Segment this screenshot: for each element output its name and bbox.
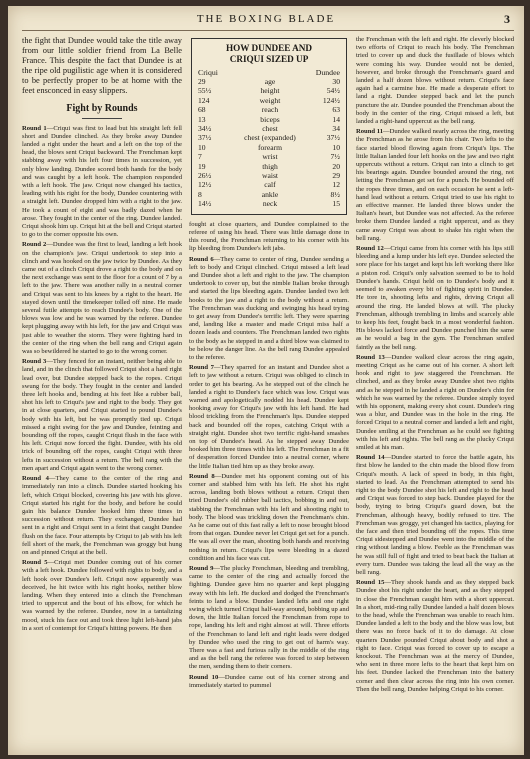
criqui-value: 124 [198,95,210,105]
intro-text: the fight that Dundee would take the title away from our little soldier friend from La Belle France. This despite the fact that Dundee is at the ripe old pugilistic age when it is considered to be perfectly proper to be at home with the feet ensconced in easy slippers. [22,36,182,96]
round-text: —Criqui came from his corner with his lips still bleeding and a lump under his left eye. Dundee selected the sore place for his target and kept his left working there like a piston rod. Criqui's only salvation seemed to be to hold Dundee's hands. Criqui held on to Dundee's body and it seemed to awaken every bit of fighting spirit in Dundee. He tore in, shooting lefts and rights, driving Criqui all around the ring. He landed blows at will. The plucky Frenchman, although trembling in limbs and scarcely able to keep his feet, fought back in a most wonderful fashion. His blows lacked force and Dundee punched him the same as he would a bag in the gym. The Frenchman smiled faintly as the bell rang. [356,245,514,351]
dundee-value: 20 [332,161,340,171]
table-row [198,77,340,86]
dundee-value: 63 [332,105,340,115]
round-paragraph [189,565,349,672]
round-paragraph [189,473,349,563]
table-row [198,152,340,161]
dundee-value: 7½ [330,152,340,162]
table-rows [198,77,340,209]
round-label: Round 5 [22,559,48,567]
magazine-page [8,6,524,755]
round-text: —The plucky Frenchman, bleeding and trembling, came to the center of the ring and actually forced the fighting. Dundee gave him no quarter and kept plugging away with his left. He ducked and dodged the Frenchman's feints to land a blow. Dundee landed lefts and one right swing which turned Criqui half-way around, bobbing up and down, the little Italian forced the Frenchman from rope to rope, landing his left and right almost at will. Three efforts of the Frenchman to land left and right leads were dodged by Dundee who used the ring to get out of harm's way. There was a fast and furious rally in the middle of the ring and as the bell rang the referee was forced to step between the men, sending them to their corners. [189,565,349,671]
round-text: —They sparred for an instant and Dundee shot a left to jaw without a return. Criqui was obliged to clinch in order to get his bearing. As he stepped out of the clinch he landed a right to Dundee's face which was low. Criqui was warned and apologetically nodded his head. Dundee kept hooking away for Criqui's jaw with his left hand. He had blood trickling from the Frenchman's lips. Dundee stepped back and bounded off the ropes, catching Criqui with a straight right. Dundee shot two terrific right-hand smashes on top of Dundee's head. As he stepped away Dundee hooked him three times with his left. The Frenchman in a fit of desperation forced Dundee into a neutral corner, where the little Italian tied him up as they broke away. [189,364,349,470]
table-row [198,86,340,95]
dundee-value: 54½ [326,86,340,96]
criqui-value: 7 [198,152,202,162]
table-row [198,133,340,142]
dundee-value: 12 [332,180,340,190]
round-label: Round 10 [189,673,219,681]
round-text: —Dundee started to force the battle again, his first blow he landed to the chin made the blood flow from Criqui's mouth. A lack of speed in body, in this fight, started to lead. As the Frenchman attempted to send his right to the body Dundee shot his left and right to the head and Criqui was forced to step back. Dundee played for the body, trying to bring Criqui's guard down, but the Frenchman, although heavy, bodily refused to tire. The Frenchman was groggy, yet changed his tactics, playing for the face and then tried bounding off the ropes. This time Criqui sidestepped and Dundee went into the middle of the ring without landing a blow. Feeble as the Frenchman was he was still full of fight and tried to beat back the Italian at every turn. Dundee was taking the lead all the way as the bell rang. [356,454,514,576]
dundee-value: 15 [332,199,340,209]
measure-label: thigh [262,161,278,171]
measure-label: weight [259,95,281,105]
round-label: Round 7 [189,364,214,372]
round-label: Round 15 [356,579,385,587]
round-paragraph [356,454,514,577]
table-row [198,199,340,208]
criqui-value: 19 [198,161,206,171]
rounds-list-1 [22,125,182,633]
dundee-value: 14 [332,114,340,124]
criqui-value: 55½ [198,86,212,96]
rounds-list-3 [356,36,514,694]
header-rule [22,30,514,31]
column-2 [189,36,349,748]
round-text: —Dundee was the first to lead, landing a left hook on the champion's jaw. Criqui undertook to step into a clinch and was hooked on the jaw twice by Dundee. As they came out of a clinch Criqui drove a right to the body and on the next exchange was sent to the floor for a count of 7 by a left to the jaw. There was another rally in a neutral corner and Criqui was sent to his knees by a right to the heart. He stayed down until the timekeeper tolled off nine. He made several futile attempts to reach Dundee's body. One of the blows was low and he was warned by the referee. Dundee kept plugging away with his left, for the jaw and Criqui was just able to weather the storm. They were fighting hard in the center of the ring when the bell rang and Criqui again was so bewildered he started to go to the wrong corner. [22,241,182,356]
round-text: —Criqui met Dundee coming out of his corner with a left hook. Dundee followed with rights to body, and a left hook over Dundee's left. Criqui now apparently was deceived, he hit twice with his right hooks, neither blow landing. When they entered into a clinch the Frenchman tried to uppercut and the bout of his elbow, for which he was warned by the referee. Dundee, now in a tantalizing mood, stuck his face out and took three light left-hand jabs in a sort of contempt for Criqui's hitting powers. He then [22,559,182,632]
criqui-value: 26½ [198,171,212,181]
page-number: 3 [504,12,510,26]
measure-label: height [260,86,280,96]
round-paragraph [189,256,349,363]
round-paragraph [189,221,349,254]
round-text: —Dundee came out of his corner strong and immediately started to pummel [189,673,349,689]
round-label: Round 14 [356,454,385,462]
measure-label: calf [264,180,276,190]
table-row [198,190,340,199]
measure-label: reach [261,105,279,115]
table-row [198,171,340,180]
round-text: —Dundee walked clear across the ring again, meeting Criqui as he came out of his corner. A short left hook and right to jaw staggered the Frenchman. He clinched, and as they broke away Dundee shot two rights and as he stepped in he landed a right on Dundee's chin for which he was warned by the referee. Dundee simply toyed with his opponent, making every shot count. Dundee's ring was a blur, and Dundee was in the hole in the ring. He forced Criqui to a neutral corner and landed a left and right, Dundee smiling at the Frenchman as he could see fighting with his left and rights. The bell rang as the plucky Criqui smiled at his man. [356,353,514,451]
dundee-value: 34 [332,124,340,134]
section-rule [82,118,122,119]
criqui-value: 37½ [198,133,212,143]
criqui-value: 34½ [198,124,212,134]
round-label: Round 3 [22,358,47,366]
round-label: Round 1 [22,124,47,132]
page-header [8,6,524,30]
criqui-value: 10 [198,142,206,152]
criqui-value: 68 [198,105,206,115]
round-label: Round 2 [22,241,47,249]
measure-label: ankle [261,189,279,199]
table-header [198,68,340,77]
dundee-value: 30 [332,77,340,86]
round-label: Round 6 [189,255,214,263]
round-text: fought at close quarters, and Dundee complained to the referee of using his head. There was little damage done in this round, the Frenchman returning to his corner with his lip bleeding from Dundee's left jabs. [189,220,349,253]
round-paragraph [356,354,514,452]
comparison-table [191,38,347,215]
table-title-line1: HOW DUNDEE AND [225,43,313,53]
measure-label: neck [262,199,278,209]
criqui-value: 13 [198,114,206,124]
column-3 [356,36,514,748]
round-paragraph [22,475,182,557]
measure-label: waist [261,171,279,181]
table-row [198,143,340,152]
round-label: Round 11 [356,128,384,136]
dundee-value: 124½ [322,95,340,105]
round-label: Round 12 [356,245,384,253]
rounds-list-2 [189,221,349,690]
measure-label: age [264,77,276,86]
header-dundee: Dundee [315,68,340,77]
table-row [198,115,340,124]
measure-label: forearm [257,142,283,152]
round-text: —Dundee met his opponent coming out of his corner and stabbed him with his left. He shot his right across, landing both blows without a return. Criqui then tried Dundee's old rubber ball tactics, bobbing in and out, stabbing the Frenchman with his left and shooting right to body. The blood was trickling down the Frenchman's chin. As he came out of this fast rally a left to nose brought blood from that organ. Dundee never let Criqui get set for a punch. He was all over the man, shooting both hands and receiving nothing in return. Criqui's lips were bleeding in a dazed condition and his face was cut. [189,472,349,562]
dundee-value: 37½ [326,133,340,143]
round-paragraph [356,36,514,126]
round-label: Round 8 [189,472,215,480]
table-row [198,96,340,105]
round-label: Round 9 [189,565,214,573]
round-text: —They shook hands and as they stepped back Dundee shot his right under the heart, and as they stepped in close the Frenchman caught him with a short uppercut. In a short, mid-ring rally Dundee landed a half dozen blows to the head, while the Frenchman was unable to reach him. Dundee landed a left to the body and the blow was low, but there was no force back of it to do damage. At close quarters Dundee pounded Criqui about body and shot a right to face. Criqui was forced to cover up to escape a knockout. The Frenchman was at the mercy of Dundee, who sent in three more lefts to the heart that kept him on his feet. Dundee lacked the Frenchman into the battery corner and then clear across the ring into his own corner. Then the bell rang, Dundee helping Criqui to his corner. [356,579,514,693]
column-1 [22,36,182,748]
round-paragraph [356,128,514,243]
measure-label: chest [262,124,278,134]
round-paragraph [189,674,349,690]
table-row [198,162,340,171]
criqui-value: 8 [198,189,202,199]
round-label: Round 4 [22,475,49,483]
round-paragraph [22,125,182,240]
round-text: —Criqui was first to lead but his straight left fell short and Dundee clinched. As they broke away Dundee landed a right under the heart and a left on the top of the head, the blows sent Criqui backward. The Frenchman kept stabbing away with his left four times in succession, yet only blow landing. Dundee scored both hands for the body and was caught by a left hook. The champion responded with a left hook. The jaw. Criqui now changed his tactics, leading with his right for the body, Dundee countering with a straight left. Dundee dropped him with a right to the jaw. He took a count of eight and was badly dazed when he arose. They fought in the center of the ring. Dundee landed. Criqui shook him up. Criqui hit at the bell and Criqui started to go to the corner opposite his own. [22,124,182,239]
criqui-value: 12½ [198,180,212,190]
table-title-line2: CRIQUI SIZED UP [229,54,309,64]
header-criqui: Criqui [198,68,218,77]
criqui-value: 29 [198,77,206,86]
table-row [198,124,340,133]
round-text: —Dundee walked nearly across the ring, meeting the Frenchman as he arose from his chair. Two lefts to the face started blood flowing again from Criqui's lips. The little Italian landed four left hooks on the jaw and two right uppercuts without a return. Criqui ran into a clinch to get his bearings again. Dundee bounded around the ring, not letting the Frenchman get set for a punch. He bounded off the ropes three times, and on each occasion he sent a left-hand lead without a return. Criqui tried to use his right to an effective manner. He landed three blows under the Italian's heart, but Dundee was not affected. As the referee broke them Dundee landed a right uppercut, and as they came away Criqui was about to shake his right when the bell rang. [356,128,514,242]
dundee-value: 8½ [330,189,340,199]
intro-paragraph [22,36,182,97]
criqui-value: 14½ [198,199,212,209]
round-text: the Frenchman with the left and right. He cleverly blocked two efforts of Criqui to reach his body. The Frenchman tried to cover up and duck the fusillade of blows which were coming his way. Dundee would not be denied, however, and broke through the Frenchman's guard and landed a half dozen blows without return. Criqui's face again had a carmine hue. He made a desperate effort to land a right. Dundee stepped back and let the punch puncture the air. Dundee pounded the Frenchman about the body in the center of the ring. Criqui missed a left, but landed a right-hand uppercut as the bell rang. [356,36,514,126]
round-paragraph [356,579,514,694]
round-paragraph [22,358,182,473]
dundee-value: 29 [332,171,340,181]
round-paragraph [22,559,182,633]
round-text: —They came to the center of the ring and immediately ran into a clinch. Dundee started hooking his left, which Criqui blocked, covering his jaw with his glove. Criqui started his right for the body, and before he could gain his balance Dundee hooked him three times in succession without return. They exchanged, Dundee had sent in a right and Criqui sent in a feint that caught Dundee flush on the face. Four attempts by Criqui to jab with his left fell short of the mark, the Frenchman was groggy but hung on and pinned Criqui at the bell. [22,475,182,556]
round-label: Round 13 [356,353,385,361]
round-paragraph [356,245,514,352]
round-text: —They fenced for an instant, neither being able to land, and in the clinch that followed Criqui shot a hard right lead over, but Dundee stepped back to the ropes. Criqui swung for the body. They fought in the center and landed three left hooks and, bending at his feet like a rubber ball, shot his left to Criqui's jaw and right to the body. They got in at close quarters, and Criqui started to pound Dundee's body with his left, but he was promptly tied up. Criqui missed a right swing for the jaw and Dundee, feinting and bounding off the ropes, caught Criqui flush in the face with his left. Criqui now forced the fight. Dundee, with his old trick of bounding off the ropes, caught Criqui with three lefts in succession without a return. The bell rang with the men apart and Criqui again went to the wrong corner. [22,358,182,472]
measure-label: biceps [260,114,280,124]
measure-label: chest (expanded) [244,133,296,143]
measure-label: wrist [262,152,278,162]
dundee-value: 10 [332,142,340,152]
table-row [198,180,340,189]
round-paragraph [22,241,182,356]
publication-title: THE BOXING BLADE [196,13,336,25]
table-row [198,105,340,114]
round-text: —They came to center of ring, Dundee sending a left to body and Criqui clinched. Criqui missed a left lead and Dundee shot a left and right to the jaw. The champion undertook to cover up, but the nimble Italian broke through and started the lips bleeding again. Dundee landed two left hooks to the jaw and a right to the body without a return. The Frenchman was ducking and swinging his head trying to get away from Dundee's terrific left. They were sparring and, landing like a master and made Criqui miss half a dozen leads and counters. The Frenchman landed two rights to the body as he stepped in and a third blow was claimed to be below the danger line. As the bell rang Dundee appealed to the referee. [189,255,349,361]
section-title: Fight by Rounds [66,102,138,114]
round-paragraph [189,364,349,471]
